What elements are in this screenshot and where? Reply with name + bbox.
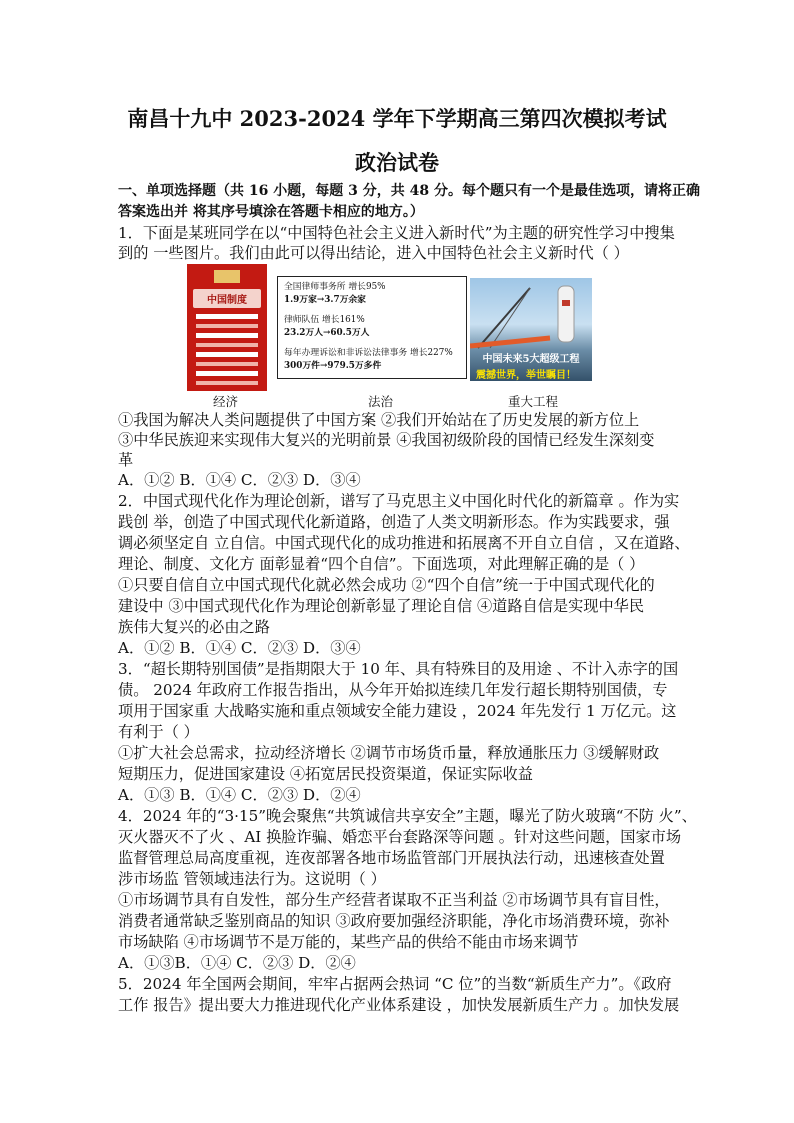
law-statistics-box bbox=[277, 276, 467, 379]
exam-title: 南昌十九中 2023-2024 学年下学期高三第四次模拟考试 bbox=[127, 106, 667, 131]
major-project-photo bbox=[470, 278, 592, 381]
question-line: 理论、制度、文化方 面彰显着“四个自信”。下面选项，对此理解正确的是（ ） bbox=[118, 555, 645, 573]
section-instruction-line-2: 答案选出并 将其序号填涂在答题卡相应的地方。） bbox=[118, 204, 424, 220]
poster-row bbox=[196, 343, 258, 347]
poster-logo bbox=[214, 270, 240, 283]
question-line: 灭火器灭不了火 、AI 换脸诈骗、婚恋平台套路深等问题 。针对这些问题，国家市场 bbox=[118, 828, 682, 846]
question-line: 践创 举，创造了中国式现代化新道路，创造了人类文明新形态。作为实践要求，强 bbox=[118, 513, 670, 531]
question-line: 1．下面是某班同学在以“中国特色社会主义进入新时代”为主题的研究性学习中搜集 bbox=[118, 224, 675, 242]
stat-line: 全国律师事务所 增长95% bbox=[284, 282, 386, 292]
poster-banner: 中国制度 bbox=[193, 289, 261, 308]
option-line: 消费者通常缺乏鉴别商品的知识 ③政府要加强经济职能，净化市场消费环境，弥补 bbox=[118, 912, 670, 930]
question-line: 债。 2024 年政府工作报告指出，从今年开始拟连续几年发行超长期特别国债，专 bbox=[118, 681, 668, 699]
poster-row bbox=[196, 371, 258, 376]
question-line: 2．中国式现代化作为理论创新，谱写了马克思主义中国化时代化的新篇章 。作为实 bbox=[118, 492, 680, 510]
question-line: 监督管理总局高度重视，连夜部署各地市场监管部门开展执法行动，迅速核查处置 bbox=[118, 849, 665, 867]
exam-subtitle: 政治试卷 bbox=[355, 150, 439, 175]
option-line: ①我国为解决人类问题提供了中国方案 ②我们开始站在了历史发展的新方位上 bbox=[118, 411, 640, 429]
option-line: 短期压力，促进国家建设 ④拓宽居民投资渠道，保证实际收益 bbox=[118, 765, 533, 783]
question-line: 5．2024 年全国两会期间，牢牢占据两会热词 “C 位”的当数“新质生产力”。《政府 bbox=[118, 975, 672, 993]
option-line: ①只要自信自立中国式现代化就必然会成功 ②“四个自信”统一于中国式现代化的 bbox=[118, 576, 655, 594]
question-line: 3．“超长期特别国债”是指期限大于 10 年、具有特殊目的及用途 、不计入赤字的国 bbox=[118, 660, 679, 678]
option-line: 革 bbox=[118, 451, 134, 469]
stat-line: 300万件→979.5万多件 bbox=[284, 360, 382, 371]
option-line: ①市场调节具有自发性，部分生产经营者谋取不正当利益 ②市场调节具有盲目性， bbox=[118, 891, 670, 909]
figure-label-law: 法治 bbox=[368, 394, 394, 409]
question-line: 4．2024 年的“3·15”晚会聚焦“共筑诚信共享安全”主题，曝光了防火玻璃“不防 火”、 bbox=[118, 807, 697, 825]
poster-row bbox=[196, 324, 258, 328]
poster-row bbox=[196, 352, 258, 357]
stat-line: 1.9万家→3.7万余家 bbox=[284, 294, 366, 305]
option-line: ①扩大社会总需求，拉动经济增长 ②调节市场货币量，释放通胀压力 ③缓解财政 bbox=[118, 744, 660, 762]
answer-choices: A．①③ B．①④ C．②③ D．②④ bbox=[118, 786, 361, 804]
poster-row bbox=[196, 381, 258, 385]
question-line: 工作 报告》提出要大力推进现代化产业体系建设 ，加快发展新质生产力 。加快发展 bbox=[118, 996, 680, 1014]
option-line: 族伟大复兴的必由之路 bbox=[118, 618, 270, 636]
stat-line: 23.2万人→60.5万人 bbox=[284, 327, 370, 338]
option-line: 建设中 ③中国式现代化作为理论创新彰显了理论自信 ④道路自信是实现中华民 bbox=[118, 597, 645, 615]
poster-row bbox=[196, 362, 258, 366]
poster-row bbox=[196, 333, 258, 338]
section-instruction-line-1: 一、单项选择题（共 16 小题，每题 3 分，共 48 分。每个题只有一个是最佳选项，请将正确 bbox=[118, 183, 700, 199]
answer-choices: A．①② B．①④ C．②③ D．③④ bbox=[118, 471, 361, 489]
question-line: 调必须坚定自 立自信。中国式现代化的成功推进和拓展离不开自立自信 ，又在道路、 bbox=[118, 534, 690, 552]
figure-label-economy: 经济 bbox=[213, 394, 239, 409]
question-line: 项用于国家重 大战略实施和重点领域安全能力建设 ，2024 年先发行 1 万亿元。这 bbox=[118, 702, 677, 720]
figure-label-engineering: 重大工程 bbox=[508, 394, 559, 409]
option-line: 市场缺陷 ④市场调节不是万能的，某些产品的供给不能由市场来调节 bbox=[118, 933, 579, 951]
question-line: 涉市场监 管领域违法行为。这说明（ ） bbox=[118, 870, 386, 888]
stat-line: 每年办理诉讼和非诉讼法律事务 增长227% bbox=[284, 348, 453, 358]
photo-slogan: 震撼世界，举世瞩目！ bbox=[476, 370, 576, 381]
option-line: ③中华民族迎来实现伟大复兴的光明前景 ④我国初级阶段的国情已经发生深刻变 bbox=[118, 431, 655, 449]
stat-line: 律师队伍 增长161% bbox=[284, 315, 365, 325]
question-line: 到的 一些图片。我们由此可以得出结论，进入中国特色社会主义新时代（ ） bbox=[118, 244, 629, 262]
answer-choices: A．①② B．①④ C．②③ D．③④ bbox=[118, 639, 361, 657]
poster-row bbox=[196, 314, 258, 319]
photo-caption: 中国未来5大超级工程 bbox=[482, 354, 580, 365]
answer-choices: A．①③B．①④ C．②③ D．②④ bbox=[118, 954, 356, 972]
question-line: 有利于（ ） bbox=[118, 723, 199, 741]
economy-poster-image bbox=[187, 264, 267, 391]
